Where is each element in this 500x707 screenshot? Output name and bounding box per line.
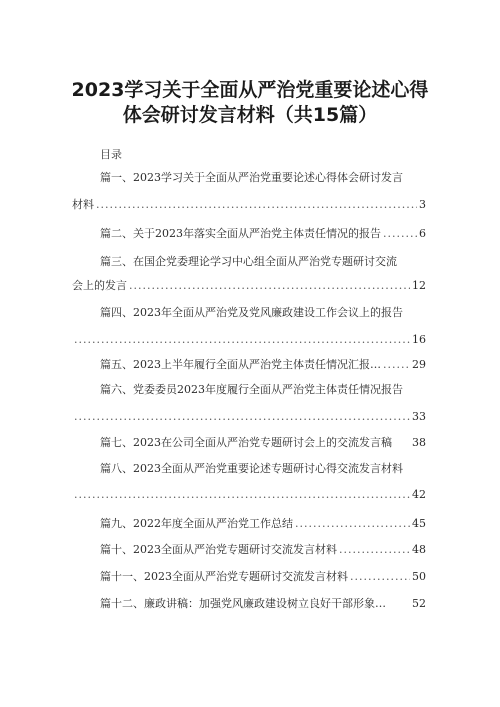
toc-entry-1-cont[interactable] (72, 198, 426, 212)
toc-entry-5-page: 29 (412, 358, 426, 371)
toc-entry-5[interactable] (100, 358, 426, 372)
toc-entry-11[interactable] (100, 570, 426, 584)
toc-entry-3-cont[interactable] (72, 279, 426, 293)
toc-entry-9-title: 篇九、2022年度全面从严治党工作总结 (100, 517, 293, 530)
toc-entry-12[interactable] (100, 597, 426, 611)
toc-entry-7-title: 篇七、2023在公司全面从严治党专题研讨会上的交流发言稿 (100, 436, 392, 449)
toc-entry-6-cont[interactable] (72, 410, 426, 424)
toc-leader-dots (339, 543, 410, 557)
toc-entry-1-page: 3 (419, 198, 426, 211)
toc-entry-6-page: 33 (412, 410, 426, 423)
toc-entry-11-title: 篇十一、2023全面从严治党专题研讨交流发言材料 (100, 570, 348, 583)
toc-entry-3-page: 12 (412, 279, 426, 292)
toc-entry-10[interactable] (100, 543, 426, 557)
toc-entry-1-cont-text: 材料 (72, 198, 94, 211)
toc-entry-4-page: 16 (412, 333, 426, 346)
toc-entry-2[interactable] (100, 227, 426, 241)
toc-leader-dots (74, 410, 410, 424)
toc-entry-4-cont[interactable] (72, 333, 426, 347)
toc-leader-dots (96, 198, 417, 212)
toc-entry-3-cont-text: 会上的发言 (72, 279, 127, 292)
document-title-line-1: 2023学习关于全面从严治党重要论述心得 (71, 79, 429, 101)
toc-leader-dots (129, 279, 410, 293)
toc-leader-dots (383, 227, 417, 241)
toc-entry-11-page: 50 (412, 570, 426, 583)
toc-entry-4-title[interactable]: 篇四、2023年全面从严治党及党风廉政建设工作会议上的报告 (100, 306, 403, 319)
toc-entry-8-title[interactable]: 篇八、2023全面从严治党重要论述专题研讨心得交流发言材料 (100, 462, 403, 475)
toc-entry-8-page: 42 (412, 488, 426, 501)
toc-entry-3-title[interactable]: 篇三、在国企党委理论学习中心组全面从严治党专题研讨交流 (100, 255, 397, 268)
toc-entry-7-page: 38 (412, 436, 426, 449)
toc-heading: 目录 (100, 148, 122, 161)
toc-leader-dots (74, 333, 410, 347)
toc-entry-6-title[interactable]: 篇六、党委委员2023年度履行全面从严治党主体责任情况报告 (100, 383, 403, 396)
toc-entry-5-title: 篇五、2023上半年履行全面从严治党主体责任情况汇报… (100, 358, 381, 371)
toc-entry-9[interactable] (100, 517, 426, 531)
toc-leader-dots (295, 517, 410, 531)
toc-entry-12-page: 52 (412, 597, 426, 610)
toc-entry-7[interactable] (100, 436, 426, 450)
toc-leader-dots (383, 358, 410, 372)
toc-entry-10-page: 48 (412, 543, 426, 556)
toc-entry-2-title: 篇二、关于2023年落实全面从严治党主体责任情况的报告 (100, 227, 381, 240)
toc-leader-dots (74, 488, 410, 502)
toc-entry-1-title[interactable]: 篇一、2023学习关于全面从严治党重要论述心得体会研讨发言 (100, 171, 403, 184)
toc-entry-9-page: 45 (412, 517, 426, 530)
document-title-line-2: 体会研讨发言材料（共15篇） (122, 104, 378, 126)
toc-entry-8-cont[interactable] (72, 488, 426, 502)
toc-leader-dots (350, 570, 410, 584)
toc-entry-12-title: 篇十二、廉政讲稿：加强党风廉政建设树立良好干部形象… (100, 597, 386, 610)
toc-entry-10-title: 篇十、2023全面从严治党专题研讨交流发言材料 (100, 543, 337, 556)
toc-entry-2-page: 6 (419, 227, 426, 240)
